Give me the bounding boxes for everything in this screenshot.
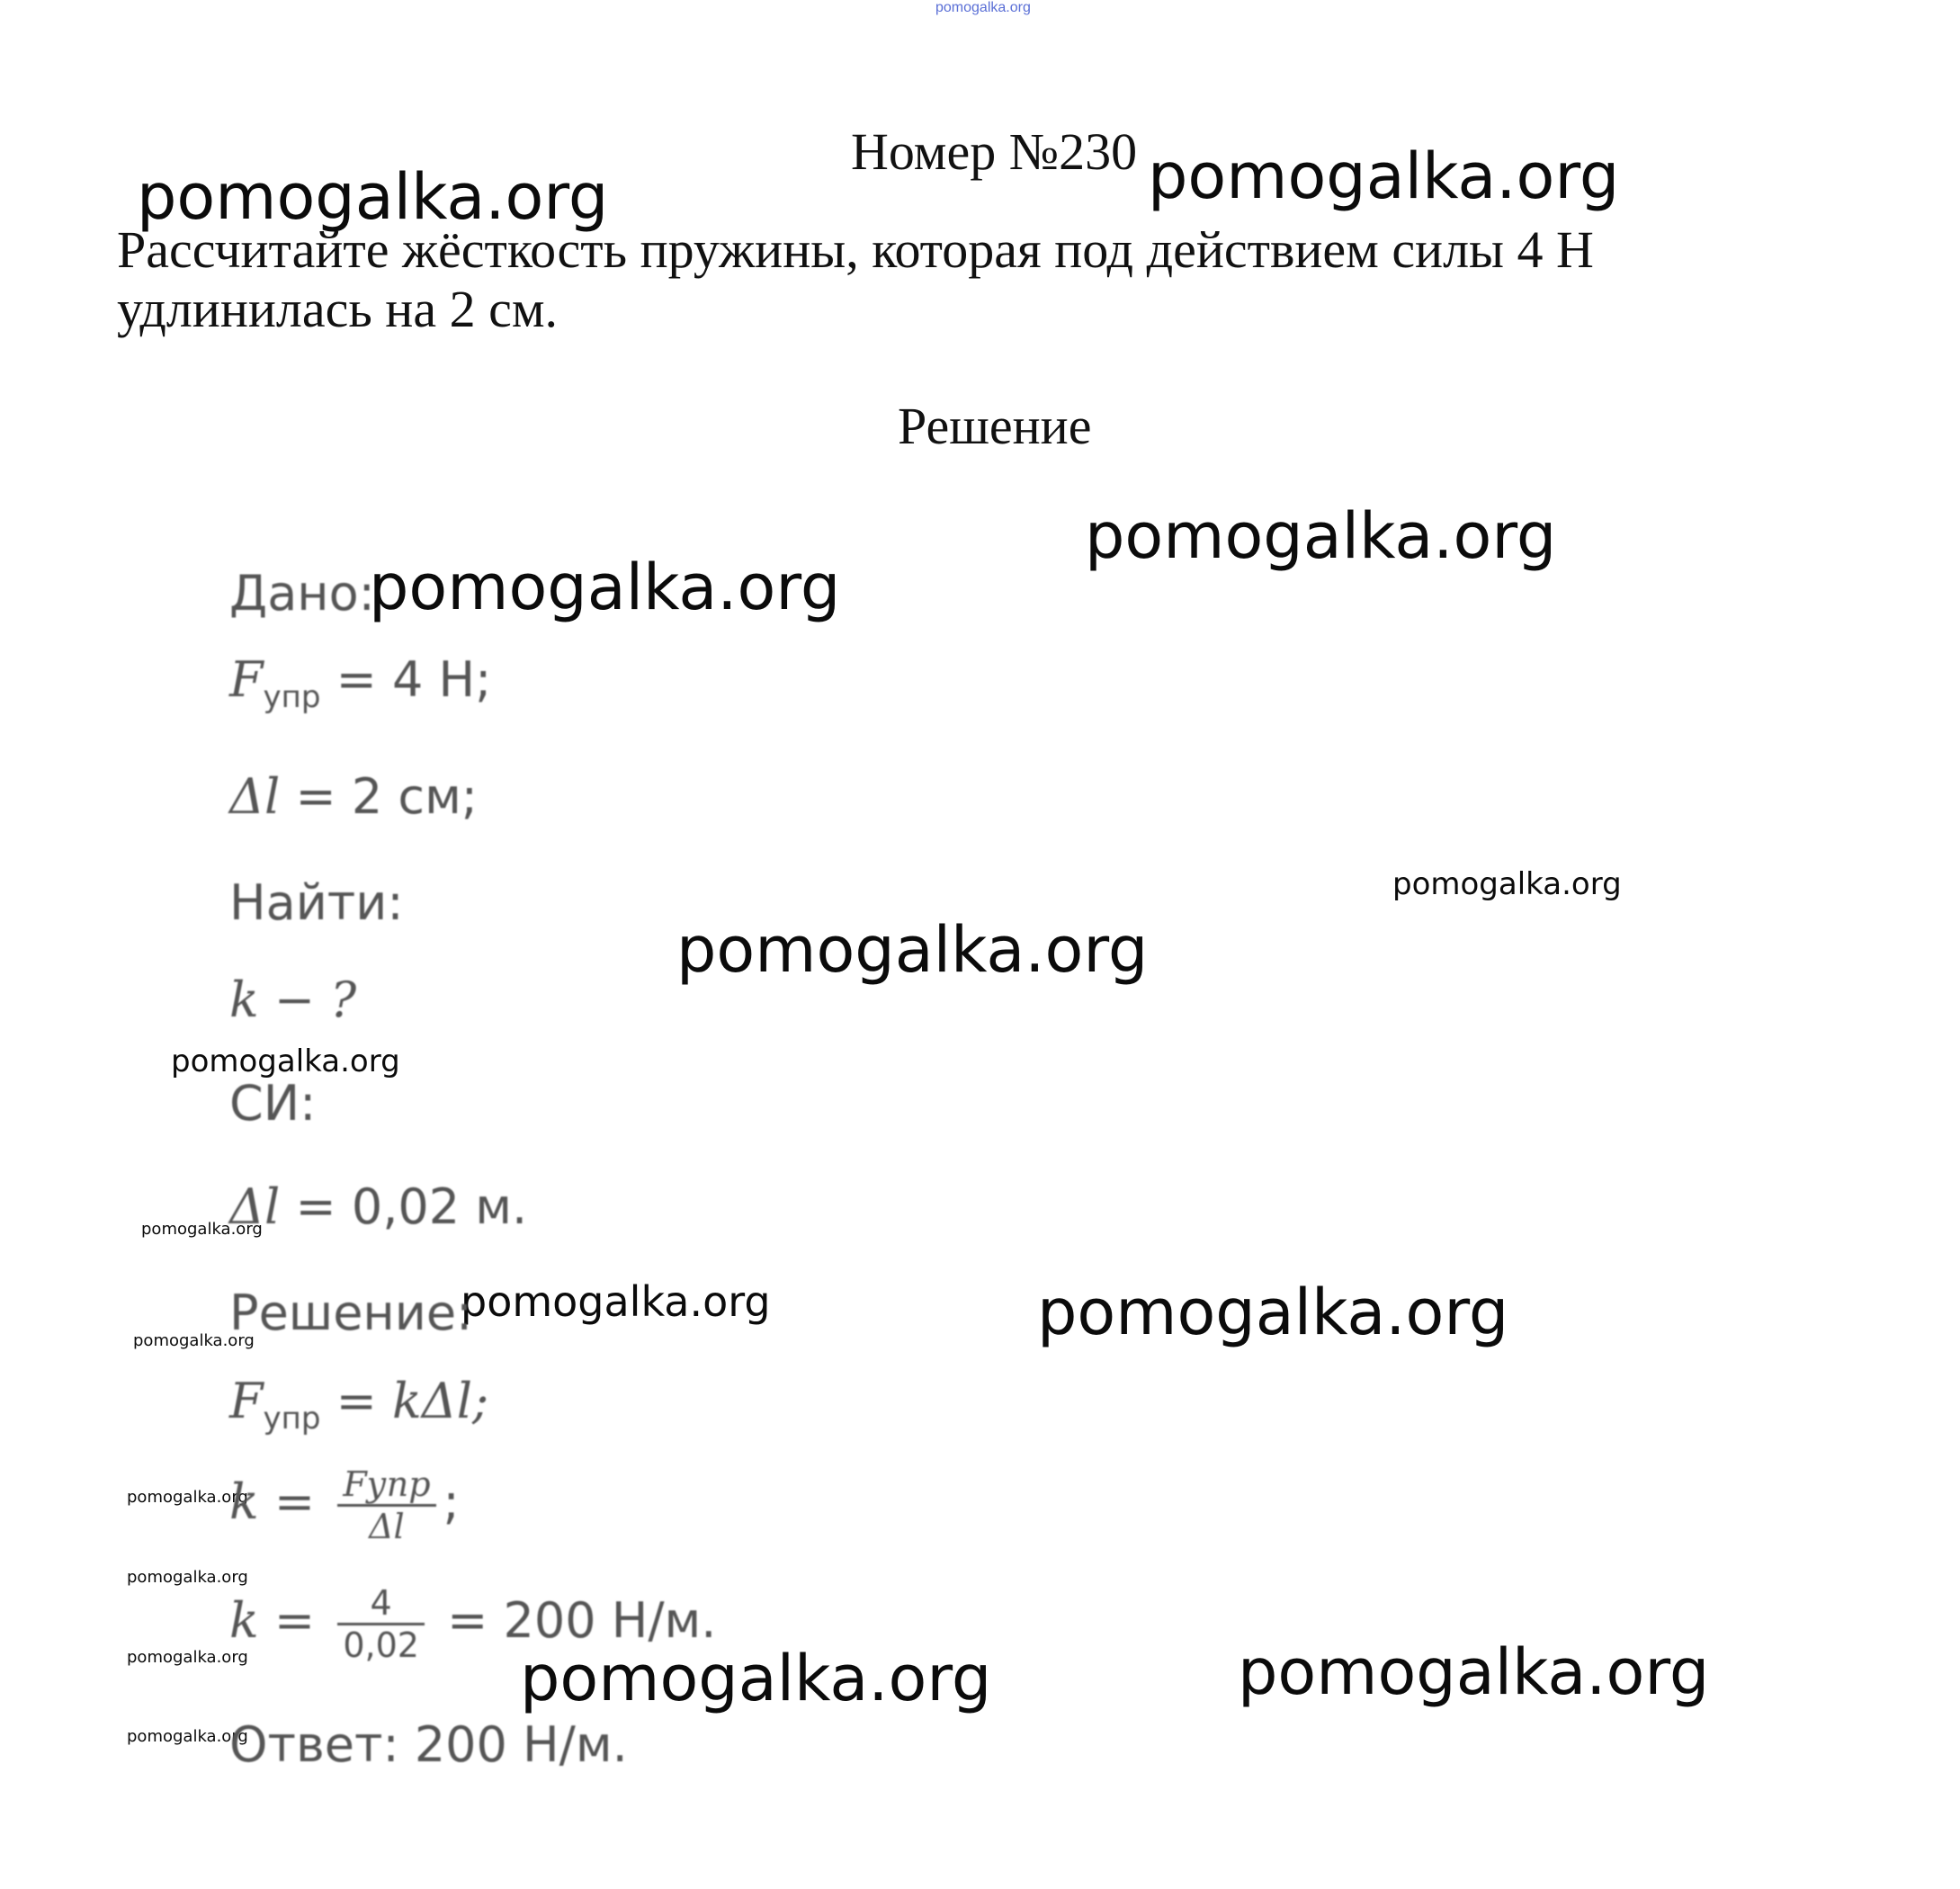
given-force-sub: упр (263, 678, 321, 715)
watermark-7: pomogalka.org (171, 1043, 400, 1079)
si-dl-var: Δl (229, 1178, 281, 1235)
watermark-15: pomogalka.org (520, 1642, 992, 1715)
watermark-13: pomogalka.org (127, 1568, 248, 1587)
find-label: Найти: (229, 874, 404, 931)
given-force (229, 651, 491, 715)
formula2-numerator: Fупр (337, 1464, 435, 1507)
si-elongation (229, 1178, 527, 1235)
watermark-14: pomogalka.org (127, 1648, 248, 1667)
given-elongation (229, 768, 478, 825)
watermark-11: pomogalka.org (133, 1331, 255, 1350)
watermark-17: pomogalka.org (127, 1727, 248, 1746)
problem-line-2: удлинилась на 2 см. (117, 280, 559, 338)
find-k-text: k − ? (229, 971, 357, 1028)
formula-3 (229, 1583, 716, 1665)
solution-heading: Решение (898, 397, 1092, 455)
watermark-1: pomogalka.org (137, 160, 609, 234)
formula2-fraction (337, 1464, 435, 1546)
page-title: Номер №230 (851, 122, 1138, 181)
solution-label: Решение: (229, 1285, 473, 1341)
watermark-6: pomogalka.org (676, 913, 1149, 987)
given-dl-var: Δl (229, 768, 281, 825)
watermark-3: pomogalka.org (1085, 499, 1557, 573)
formula2-denominator: Δl (369, 1507, 405, 1546)
watermark-5: pomogalka.org (1392, 866, 1622, 902)
given-force-rest: = 4 Н; (320, 651, 492, 708)
formula-1 (229, 1373, 488, 1437)
watermark-9: pomogalka.org (461, 1277, 771, 1326)
given-force-var: F (229, 651, 264, 708)
watermark-2: pomogalka.org (1148, 139, 1620, 213)
problem-line-1: Рассчитайте жёсткость пружины, которая под действием силы 4 Н (117, 220, 1594, 279)
formula1-sub: упр (263, 1400, 321, 1437)
formula1-var: F (229, 1373, 264, 1429)
formula-2 (229, 1464, 460, 1546)
watermark-16: pomogalka.org (1238, 1635, 1710, 1709)
formula1-rest: = kΔl; (320, 1373, 489, 1429)
given-label: Дано: (229, 565, 375, 622)
formula2-lhs: k = (229, 1473, 331, 1531)
formula3-denominator: 0,02 (343, 1625, 419, 1665)
given-dl-rest: = 2 см; (280, 768, 478, 825)
answer: Ответ: 200 Н/м. (229, 1716, 628, 1773)
watermark-4: pomogalka.org (369, 551, 841, 624)
watermark-12: pomogalka.org (127, 1488, 248, 1507)
formula3-numerator: 4 (337, 1583, 425, 1625)
formula3-fraction (337, 1583, 425, 1665)
formula3-rest: = 200 Н/м. (431, 1592, 717, 1650)
formula3-lhs: k = (229, 1592, 331, 1650)
si-dl-rest: = 0,02 м. (280, 1178, 528, 1235)
formula2-end: ; (443, 1473, 460, 1531)
watermark-8: pomogalka.org (141, 1220, 263, 1239)
si-label: СИ: (229, 1075, 317, 1132)
watermark-10: pomogalka.org (1037, 1276, 1509, 1349)
watermark-top: pomogalka.org (935, 0, 1031, 15)
find-k (229, 971, 356, 1028)
